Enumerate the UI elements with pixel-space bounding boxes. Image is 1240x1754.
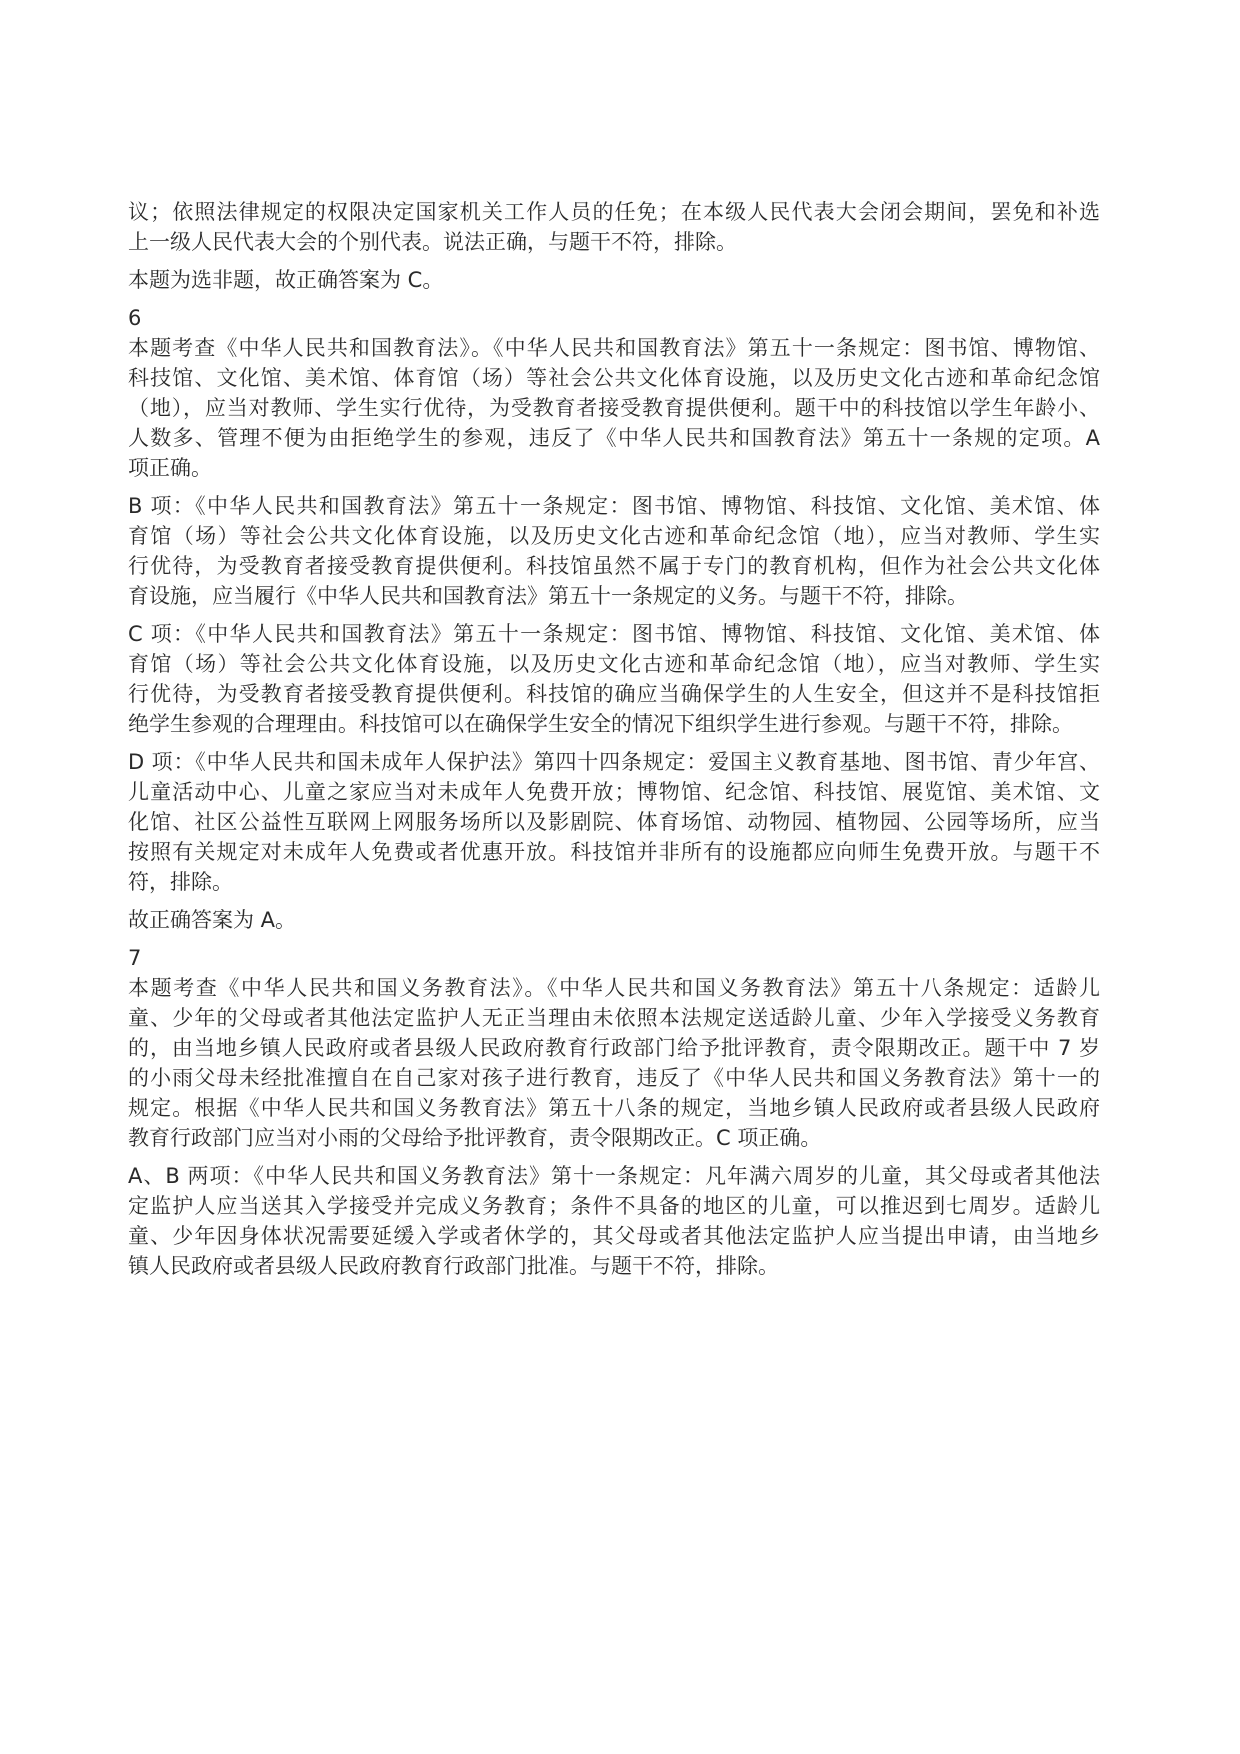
- question-7-option-ab: [128, 1161, 1100, 1281]
- text-line: 按照有关规定对未成年人免费或者优惠开放。科技馆并非所有的设施都应向师生免费开放。与题干不: [128, 840, 1100, 864]
- text-line: 育馆（场）等社会公共文化体育设施，以及历史文化古迹和革命纪念馆（地），应当对教师、学生实: [128, 524, 1100, 548]
- question-6-conclusion: [128, 905, 1100, 935]
- question-6-number: 6: [128, 306, 142, 330]
- text-line: 规定。根据《中华人民共和国义务教育法》第五十八条的规定，当地乡镇人民政府或者县级人民政府: [128, 1096, 1100, 1120]
- question-6-option-d: [128, 747, 1100, 897]
- question-5-conclusion: [128, 265, 1100, 295]
- text-line: 的，由当地乡镇人民政府或者县级人民政府教育行政部门给予批评教育，责令限期改正。题干中 7 岁: [128, 1036, 1100, 1060]
- text-line: 化馆、社区公益性互联网上网服务场所以及影剧院、体育场馆、动物园、植物园、公园等场所，应当: [128, 810, 1100, 834]
- text-line: 本题为选非题，故正确答案为 C。: [128, 268, 444, 292]
- text-line: 本题考查《中华人民共和国教育法》。《中华人民共和国教育法》第五十一条规定：图书馆、博物馆、: [128, 336, 1100, 360]
- question-6-analysis: [128, 333, 1100, 483]
- text-line: B 项：《中华人民共和国教育法》第五十一条规定：图书馆、博物馆、科技馆、文化馆、美术馆、体: [128, 494, 1100, 518]
- text-line: 绝学生参观的合理理由。科技馆可以在确保学生安全的情况下组织学生进行参观。与题干不符，排除。: [128, 712, 1073, 736]
- text-line: 行优待，为受教育者接受教育提供便利。科技馆的确应当确保学生的人生安全，但这并不是科技馆拒: [128, 682, 1100, 706]
- text-line: 定监护人应当送其入学接受并完成义务教育；条件不具备的地区的儿童，可以推迟到七周岁。适龄儿: [128, 1194, 1100, 1218]
- text-line: 行优待，为受教育者接受教育提供便利。科技馆虽然不属于专门的教育机构，但作为社会公共文化体: [128, 554, 1100, 578]
- text-line: 童、少年的父母或者其他法定监护人无正当理由未依照本法规定送适龄儿童、少年入学接受义务教育: [128, 1006, 1100, 1030]
- question-6-option-b: [128, 491, 1100, 611]
- text-line: 本题考查《中华人民共和国义务教育法》。《中华人民共和国义务教育法》第五十八条规定：适龄儿: [128, 976, 1100, 1000]
- question-6-option-c: [128, 619, 1100, 739]
- text-line: 符，排除。: [128, 870, 233, 894]
- text-line: 儿童活动中心、儿童之家应当对未成年人免费开放；博物馆、纪念馆、科技馆、展览馆、美术馆、文: [128, 780, 1100, 804]
- text-line: 科技馆、文化馆、美术馆、体育馆（场）等社会公共文化体育设施，以及历史文化古迹和革命纪念馆: [128, 366, 1100, 390]
- text-line: 教育行政部门应当对小雨的父母给予批评教育，责令限期改正。C 项正确。: [128, 1126, 822, 1150]
- text-line: 故正确答案为 A。: [128, 908, 297, 932]
- question-7-number: 7: [128, 946, 142, 970]
- text-line: C 项：《中华人民共和国教育法》第五十一条规定：图书馆、博物馆、科技馆、文化馆、美术馆、体: [128, 622, 1100, 646]
- text-line: D 项：《中华人民共和国未成年人保护法》第四十四条规定：爱国主义教育基地、图书馆、青少年宫、: [128, 750, 1100, 774]
- text-line: 议；依照法律规定的权限决定国家机关工作人员的任免；在本级人民代表大会闭会期间，罢免和补选: [128, 200, 1100, 224]
- text-line: 人数多、管理不便为由拒绝学生的参观，违反了《中华人民共和国教育法》第五十一条规的定项。A: [128, 426, 1100, 450]
- text-line: 镇人民政府或者县级人民政府教育行政部门批准。与题干不符，排除。: [128, 1254, 779, 1278]
- text-line: （地），应当对教师、学生实行优待，为受教育者接受教育提供便利。题干中的科技馆以学生年龄小、: [128, 396, 1100, 420]
- text-line: A、B 两项：《中华人民共和国义务教育法》第十一条规定：凡年满六周岁的儿童，其父母或者其他法: [128, 1164, 1100, 1188]
- text-line: 项正确。: [128, 456, 212, 480]
- text-line: 童、少年因身体状况需要延缓入学或者休学的，其父母或者其他法定监护人应当提出申请，由当地乡: [128, 1224, 1100, 1248]
- text-line: 育设施，应当履行《中华人民共和国教育法》第五十一条规定的义务。与题干不符，排除。: [128, 584, 968, 608]
- text-line: 的小雨父母未经批准擅自在自己家对孩子进行教育，违反了《中华人民共和国义务教育法》第十一的: [128, 1066, 1100, 1090]
- continuation-paragraph: [128, 197, 1100, 257]
- text-line: 上一级人民代表大会的个别代表。说法正确，与题干不符，排除。: [128, 230, 737, 254]
- question-7-analysis: [128, 973, 1100, 1153]
- text-line: 育馆（场）等社会公共文化体育设施，以及历史文化古迹和革命纪念馆（地），应当对教师、学生实: [128, 652, 1100, 676]
